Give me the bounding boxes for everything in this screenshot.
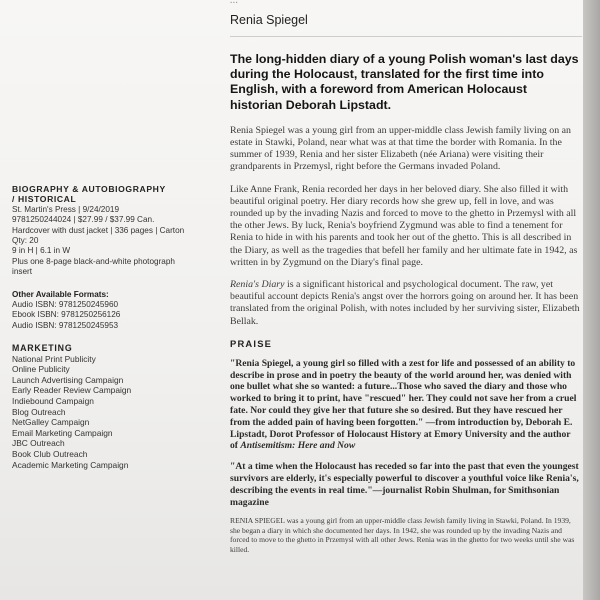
marketing-item: Academic Marketing Campaign [12,459,129,470]
praise-heading: PRAISE [230,337,273,349]
format-line: Audio ISBN: 9781250245960 [12,300,119,310]
book-description [230,125,580,328]
author-name: Renia Spiegel [230,13,308,27]
main-content [230,52,580,554]
page-edge [583,0,600,600]
marketing-item: NetGalley Campaign [12,417,90,428]
description-paragraph: Renia Spiegel was a young girl from an upper-middle class Jewish family living on an estate in Stawki, Poland, near what was at that time the border with Romania. In the summer of 1939, Renia and her sister Elizabeth (née Ariana) were visiting their grandparents in Przemysl, right before the Germans invaded Poland. [230,124,571,173]
marketing-item: Launch Advertising Campaign [12,374,124,385]
top-cut-text: ... [230,0,239,6]
detail-line: St. Martin's Press | 9/24/2019 [12,204,119,214]
marketing-heading: MARKETING [12,343,73,354]
detail-line: insert [12,267,33,277]
format-line: Audio ISBN: 9781250245953 [12,320,119,330]
marketing-item: Email Marketing Campaign [12,427,113,438]
book-details [12,205,212,278]
description-paragraph: Like Anne Frank, Renia recorded her days in her beloved diary. She also filled it with beautiful original poetry. Her diary records how she grew up, fell in love, and was rounded up by the invading Nazis and forced to move to the ghetto in Przemysl with all the other Jews. By luck, Renia's boyfriend Zygmund was able to find a tenement for Renia to hide in with his parents and took her out of the ghetto. This is all described in the Diary, as well as the tragedies that befell her family and her ultimate fate in 1942, as written in by Zygmund on the Diary's final page. [230,183,578,268]
marketing-item: JBC Outreach [12,438,65,449]
quoted-book-title: Antisemitism: Here and Now [240,440,356,452]
description-text: is a significant historical and psychological document. The raw, yet beautiful account depicts Renia's angst over the horrors going on around her. It has been translated from the original Polish, with notes included by her surviving sister, Elizabeth Bellak. [230,279,580,327]
description-paragraph [230,279,580,328]
marketing-item: National Print Publicity [12,353,96,364]
category-line-1: BIOGRAPHY & AUTOBIOGRAPHY [12,184,166,194]
detail-line: 9 in H | 6.1 in W [12,246,71,256]
marketing-item: Early Reader Review Campaign [12,385,132,396]
divider [230,36,582,37]
marketing-item: Book Club Outreach [12,449,88,460]
author-bio: RENIA SPIEGEL was a young girl from an upper-middle class Jewish family living in Stawki, Poland. In 1939, she began a diary in which she documented her days. In 1942, she was rounded up by the invading Nazis and forced to move to the ghetto in Przemysl with all other Jews. Renia was in the ghetto for two weeks until she was killed. [230,516,575,554]
sidebar [12,184,212,470]
quote-text: "Renia Spiegel, a young girl so filled with a zest for life and possessed of an ability to describe in prose and in poetry the beauty of the world around her, was denied with one bullet what she so wanted: a future...Those who saved the diary and those who worked to bring it to print, have "rescued" her. They could not save her from a cruel fate. Nor could they give her that future she so desired. But they have rescued her from the added pain of having been forgotten." —from introduction by, Deborah E. Lipstadt, Dorot Professor of Holocaust History at Emory University and the author of [230,357,577,452]
praise-quote [230,358,580,452]
category-line-2: / HISTORICAL [12,194,77,205]
book-title-italic: Renia's Diary [230,279,285,291]
praise-quote: "At a time when the Holocaust has receded so far into the past that even the youngest survivors are elderly, it's especially powerful to discover a youthful voice like Renia's, describing the events in real time."—journalist Robin Shulman, for Smithsonian magazine [230,461,579,508]
detail-line: 9781250244024 | $27.99 / $37.99 Can. [12,215,155,225]
detail-line: Hardcover with dust jacket | 336 pages | Carton [12,225,185,235]
other-formats-heading: Other Available Formats: [12,289,109,299]
marketing-item: Blog Outreach [12,406,66,417]
detail-line: Plus one 8-page black-and-white photograph [12,256,175,266]
detail-line: Qty: 20 [12,236,39,246]
marketing-item: Indiebound Campaign [12,396,94,407]
book-tagline: The long-hidden diary of a young Polish woman's last days during the Holocaust, translated for the first time into English, with a foreword from American Holocaust historian Deborah Lipstadt. [230,52,579,112]
marketing-item: Online Publicity [12,364,70,375]
format-line: Ebook ISBN: 9781250256126 [12,310,121,320]
